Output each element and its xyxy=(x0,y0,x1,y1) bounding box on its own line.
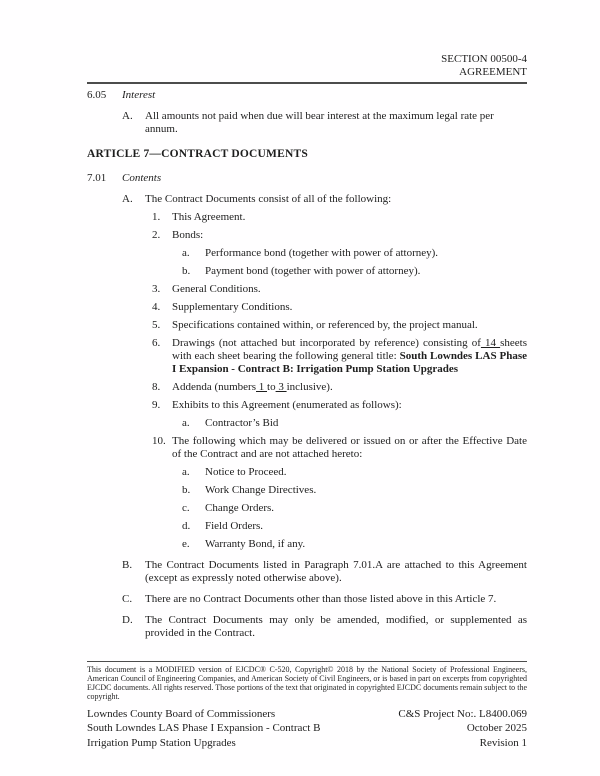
text-segment: There are no Contract Documents other than those listed above in this Article 7. xyxy=(145,593,497,605)
text-segment: 1 xyxy=(256,381,268,393)
item-label: C. xyxy=(122,593,133,605)
text-segment: Drawings (not attached but incorporated by reference) consisting of xyxy=(172,337,481,349)
section-heading xyxy=(87,89,527,102)
list-item xyxy=(87,538,527,551)
item-label: 5. xyxy=(152,319,161,331)
item-text xyxy=(172,381,527,394)
list-item xyxy=(87,247,527,260)
list-item xyxy=(87,466,527,479)
section-title: Interest xyxy=(122,89,156,101)
list-item xyxy=(87,399,527,412)
list-item xyxy=(87,337,527,376)
item-text xyxy=(172,283,527,296)
item-text xyxy=(145,593,527,606)
item-text xyxy=(145,193,527,206)
item-label: a. xyxy=(182,466,190,478)
item-label: A. xyxy=(122,193,133,205)
footer-subtitle-line: Irrigation Pump Station Upgrades xyxy=(87,736,236,749)
text-segment: Contractor’s Bid xyxy=(205,417,279,429)
item-label: 10. xyxy=(152,435,166,447)
list-item xyxy=(87,614,527,640)
footer-project-number: C&S Project No:. L8400.069 xyxy=(398,707,527,720)
list-item xyxy=(87,417,527,430)
item-text xyxy=(145,110,527,136)
item-label: a. xyxy=(182,247,190,259)
item-label: b. xyxy=(182,484,191,496)
item-label: 3. xyxy=(152,283,161,295)
list-item xyxy=(87,435,527,461)
footer-right-column xyxy=(398,707,527,751)
item-label: A. xyxy=(122,110,133,122)
copyright-notice: This document is a MODIFIED version of EJCDC® C-520, Copyright© 2018 by the National Society of Professional Engineers, American Council of Engineering Companies, and American Society of Civil Engineers, or is based in part on excerpts from copyrighted EJCDC documents. All rights reserved. Those portions of the text that originated in copyrighted EJCDC documents remain subject to the copyright. xyxy=(87,664,527,702)
text-segment: The Contract Documents consist of all of the following: xyxy=(145,193,392,205)
footer-project-line: South Lowndes LAS Phase I Expansion - Contract B xyxy=(87,722,321,735)
item-text xyxy=(172,229,527,242)
item-label: e. xyxy=(182,538,190,550)
list-item xyxy=(87,193,527,206)
list-item xyxy=(87,559,527,585)
item-text xyxy=(205,417,527,430)
text-segment: Supplementary Conditions. xyxy=(172,301,293,313)
item-text xyxy=(172,301,527,314)
text-segment: The following which may be delivered or issued on or after the Effective Date of the Contract and are not attached hereto: xyxy=(172,435,527,460)
item-label: b. xyxy=(182,265,191,277)
item-label: 8. xyxy=(152,381,161,393)
text-segment: Work Change Directives. xyxy=(205,484,317,496)
text-segment: Field Orders. xyxy=(205,520,264,532)
footer-rows xyxy=(87,707,527,751)
text-segment: Exhibits to this Agreement (enumerated as follows): xyxy=(172,399,402,411)
item-label: 6. xyxy=(152,337,161,349)
text-segment: Payment bond (together with power of attorney). xyxy=(205,265,421,277)
item-label: 1. xyxy=(152,211,161,223)
list-item xyxy=(87,301,527,314)
item-text xyxy=(145,614,527,640)
article-heading: ARTICLE 7—CONTRACT DOCUMENTS xyxy=(87,148,308,160)
item-text xyxy=(205,502,527,515)
text-segment: General Conditions. xyxy=(172,283,261,295)
document-body xyxy=(87,89,527,640)
list-item xyxy=(87,211,527,224)
footer-owner-line: Lowndes County Board of Commissioners xyxy=(87,707,276,720)
list-item xyxy=(87,520,527,533)
item-text xyxy=(172,211,527,224)
page-footer xyxy=(87,661,527,750)
text-segment: Performance bond (together with power of attorney). xyxy=(205,247,439,259)
item-label: 9. xyxy=(152,399,161,411)
item-text xyxy=(205,247,527,260)
footer-revision: Revision 1 xyxy=(479,736,527,749)
text-segment: Specifications contained within, or referenced by, the project manual. xyxy=(172,319,478,331)
list-item xyxy=(87,283,527,296)
list-item xyxy=(87,229,527,242)
section-title: Contents xyxy=(122,172,162,184)
item-text xyxy=(205,265,527,278)
text-segment: Warranty Bond, if any. xyxy=(205,538,306,550)
list-item xyxy=(87,593,527,606)
item-label: D. xyxy=(122,614,133,626)
text-segment: 14 xyxy=(480,337,501,349)
item-text xyxy=(205,466,527,479)
text-segment: Addenda (numbers xyxy=(172,381,257,393)
item-text xyxy=(205,484,527,497)
item-text xyxy=(205,538,527,551)
page-content xyxy=(87,0,527,640)
footer-rule xyxy=(87,661,527,662)
item-label: B. xyxy=(122,559,133,571)
item-label: a. xyxy=(182,417,190,429)
list-item xyxy=(87,319,527,332)
text-segment: inclusive). xyxy=(286,381,333,393)
section-number: 7.01 xyxy=(87,172,107,184)
text-segment: Bonds: xyxy=(172,229,204,241)
item-label: 2. xyxy=(152,229,161,241)
list-item xyxy=(87,484,527,497)
page-header xyxy=(87,53,527,79)
footer-left-column xyxy=(87,707,320,751)
text-segment: The Contract Documents listed in Paragraph 7.01.A are attached to this Agreement (except as expressly noted otherwise above). xyxy=(145,559,527,584)
list-item xyxy=(87,110,527,136)
list-item xyxy=(87,265,527,278)
text-segment: to xyxy=(267,381,276,393)
item-text xyxy=(172,337,527,376)
header-section-number: SECTION 00500-4 xyxy=(441,53,527,65)
text-segment: Change Orders. xyxy=(205,502,275,514)
item-text xyxy=(205,520,527,533)
item-text xyxy=(172,399,527,412)
text-segment: South Lowndes LAS Phase I Expansion - Contract B: Irrigation Pump Station Upgrades xyxy=(172,350,527,375)
item-text xyxy=(172,319,527,332)
footer-date: October 2025 xyxy=(466,722,527,735)
header-doc-type: AGREEMENT xyxy=(459,66,527,78)
item-text xyxy=(172,435,527,461)
item-text xyxy=(145,559,527,585)
item-label: 4. xyxy=(152,301,161,313)
text-segment: All amounts not paid when due will bear interest at the maximum legal rate per annum. xyxy=(145,110,494,135)
text-segment: Notice to Proceed. xyxy=(205,466,287,478)
text-segment: The Contract Documents may only be amended, modified, or supplemented as provided in the Contract. xyxy=(145,614,527,639)
header-rule xyxy=(87,82,527,84)
section-number: 6.05 xyxy=(87,89,107,101)
list-item xyxy=(87,502,527,515)
item-label: c. xyxy=(182,502,190,514)
list-item xyxy=(87,381,527,394)
section-heading xyxy=(87,172,527,185)
text-segment: 3 xyxy=(275,381,287,393)
text-segment: sheets with each sheet bearing the following general title: xyxy=(172,337,527,362)
item-label: d. xyxy=(182,520,191,532)
text-segment: This Agreement. xyxy=(172,211,246,223)
